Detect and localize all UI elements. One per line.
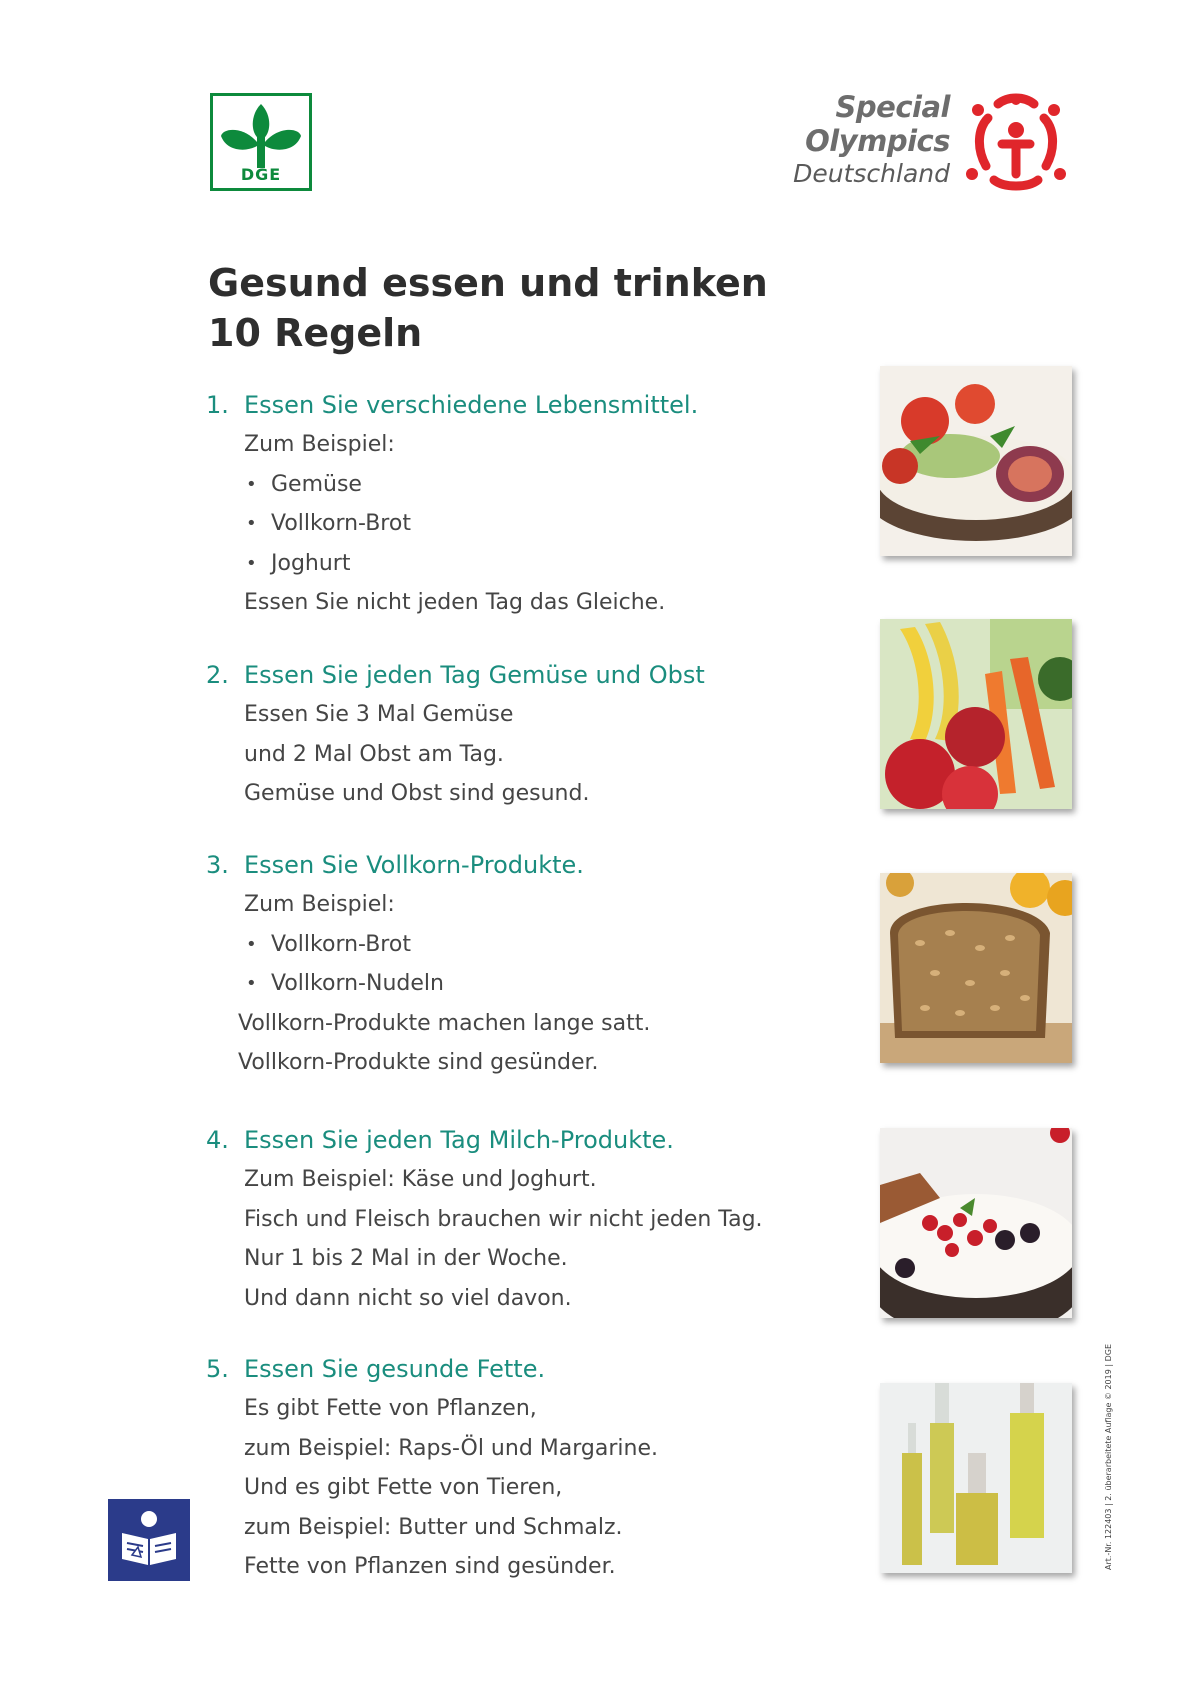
rule-heading — [206, 1120, 846, 1160]
rule-body — [244, 1160, 846, 1318]
wholegrain-bread-photo — [880, 873, 1072, 1063]
rule-heading — [206, 385, 846, 425]
rule-line: Essen Sie 3 Mal Gemüse — [244, 702, 514, 727]
yogurt-berries-photo — [880, 1128, 1072, 1318]
rule-heading — [206, 655, 846, 695]
rule-heading — [206, 845, 846, 885]
rule-number: 5. — [206, 1355, 229, 1383]
rule-3 — [206, 845, 846, 1083]
rule-1 — [206, 385, 846, 623]
rule-number: 3. — [206, 851, 229, 879]
rule-line: Fisch und Fleisch brauchen wir nicht jeden Tag. — [244, 1206, 763, 1232]
rule-heading-text: Essen Sie Vollkorn-Produkte. — [244, 851, 584, 879]
list-item: • Vollkorn-Nudeln — [244, 964, 846, 1004]
page-title-line1: Gesund essen und trinken — [208, 261, 768, 305]
rule-number: 4. — [206, 1126, 229, 1154]
rule-2 — [206, 655, 846, 814]
special-olympics-wordmark — [760, 90, 950, 190]
rule-body — [244, 695, 846, 814]
rule-number: 2. — [206, 661, 229, 689]
vegetable-bread-photo — [880, 366, 1072, 556]
page-title-line2: 10 Regeln — [208, 311, 423, 355]
fruit-vegetable-photo — [880, 619, 1072, 809]
page-title — [208, 258, 908, 358]
rule-number: 1. — [206, 391, 229, 419]
dge-logo-text: DGE — [240, 165, 282, 184]
rule-outro: Essen Sie nicht jeden Tag das Gleiche. — [244, 590, 666, 615]
rule-intro: Zum Beispiel: — [244, 892, 395, 917]
rule-line: und 2 Mal Obst am Tag. — [244, 741, 504, 767]
rule-outro: Vollkorn-Produkte sind gesünder. — [238, 1050, 599, 1075]
so-wordmark-line2: Olympics — [805, 124, 950, 158]
rule-line: zum Beispiel: Butter und Schmalz. — [244, 1514, 623, 1540]
oil-bottles-photo — [880, 1383, 1072, 1573]
easy-language-reading-icon — [108, 1499, 190, 1581]
rule-heading-text: Essen Sie jeden Tag Gemüse und Obst — [244, 661, 705, 689]
rule-outro: Vollkorn-Produkte machen lange satt. — [238, 1010, 651, 1036]
rule-line: Nur 1 bis 2 Mal in der Woche. — [244, 1246, 568, 1271]
rule-line: Fette von Pflanzen sind gesünder. — [244, 1554, 616, 1579]
rule-4 — [206, 1120, 846, 1318]
rule-line: zum Beispiel: Raps-Öl und Margarine. — [244, 1435, 658, 1461]
dge-logo — [210, 93, 312, 191]
rule-5 — [206, 1349, 846, 1587]
article-number-text: Art.-Nr. 122403 | 2. überarbeitete Auflage © 2019 | DGE — [1104, 1343, 1113, 1570]
rule-line: Und es gibt Fette von Tieren, — [244, 1475, 563, 1500]
list-item: • Joghurt — [244, 544, 846, 584]
rule-heading-text: Essen Sie jeden Tag Milch-Produkte. — [244, 1126, 674, 1154]
so-wordmark-line3: Deutschland — [793, 159, 950, 188]
special-olympics-emblem-icon — [958, 88, 1074, 198]
rule-body — [244, 425, 846, 623]
rule-heading — [206, 1349, 846, 1389]
list-item: • Vollkorn-Brot — [244, 504, 846, 544]
so-wordmark-line1: Special — [835, 90, 950, 124]
rule-line: Und dann nicht so viel davon. — [244, 1285, 572, 1311]
rule-line: Zum Beispiel: Käse und Joghurt. — [244, 1167, 597, 1192]
list-item: • Vollkorn-Brot — [244, 925, 846, 965]
rule-heading-text: Essen Sie verschiedene Lebensmittel. — [244, 391, 699, 419]
rule-heading-text: Essen Sie gesunde Fette. — [244, 1355, 546, 1383]
list-item: • Gemüse — [244, 465, 846, 505]
rule-line: Gemüse und Obst sind gesund. — [244, 781, 590, 806]
rule-intro: Zum Beispiel: — [244, 432, 395, 457]
rule-body — [238, 885, 846, 1083]
rule-body — [244, 1389, 846, 1587]
rule-line: Es gibt Fette von Pflanzen, — [244, 1396, 537, 1421]
rule-list — [244, 925, 846, 1004]
rule-list — [244, 465, 846, 584]
